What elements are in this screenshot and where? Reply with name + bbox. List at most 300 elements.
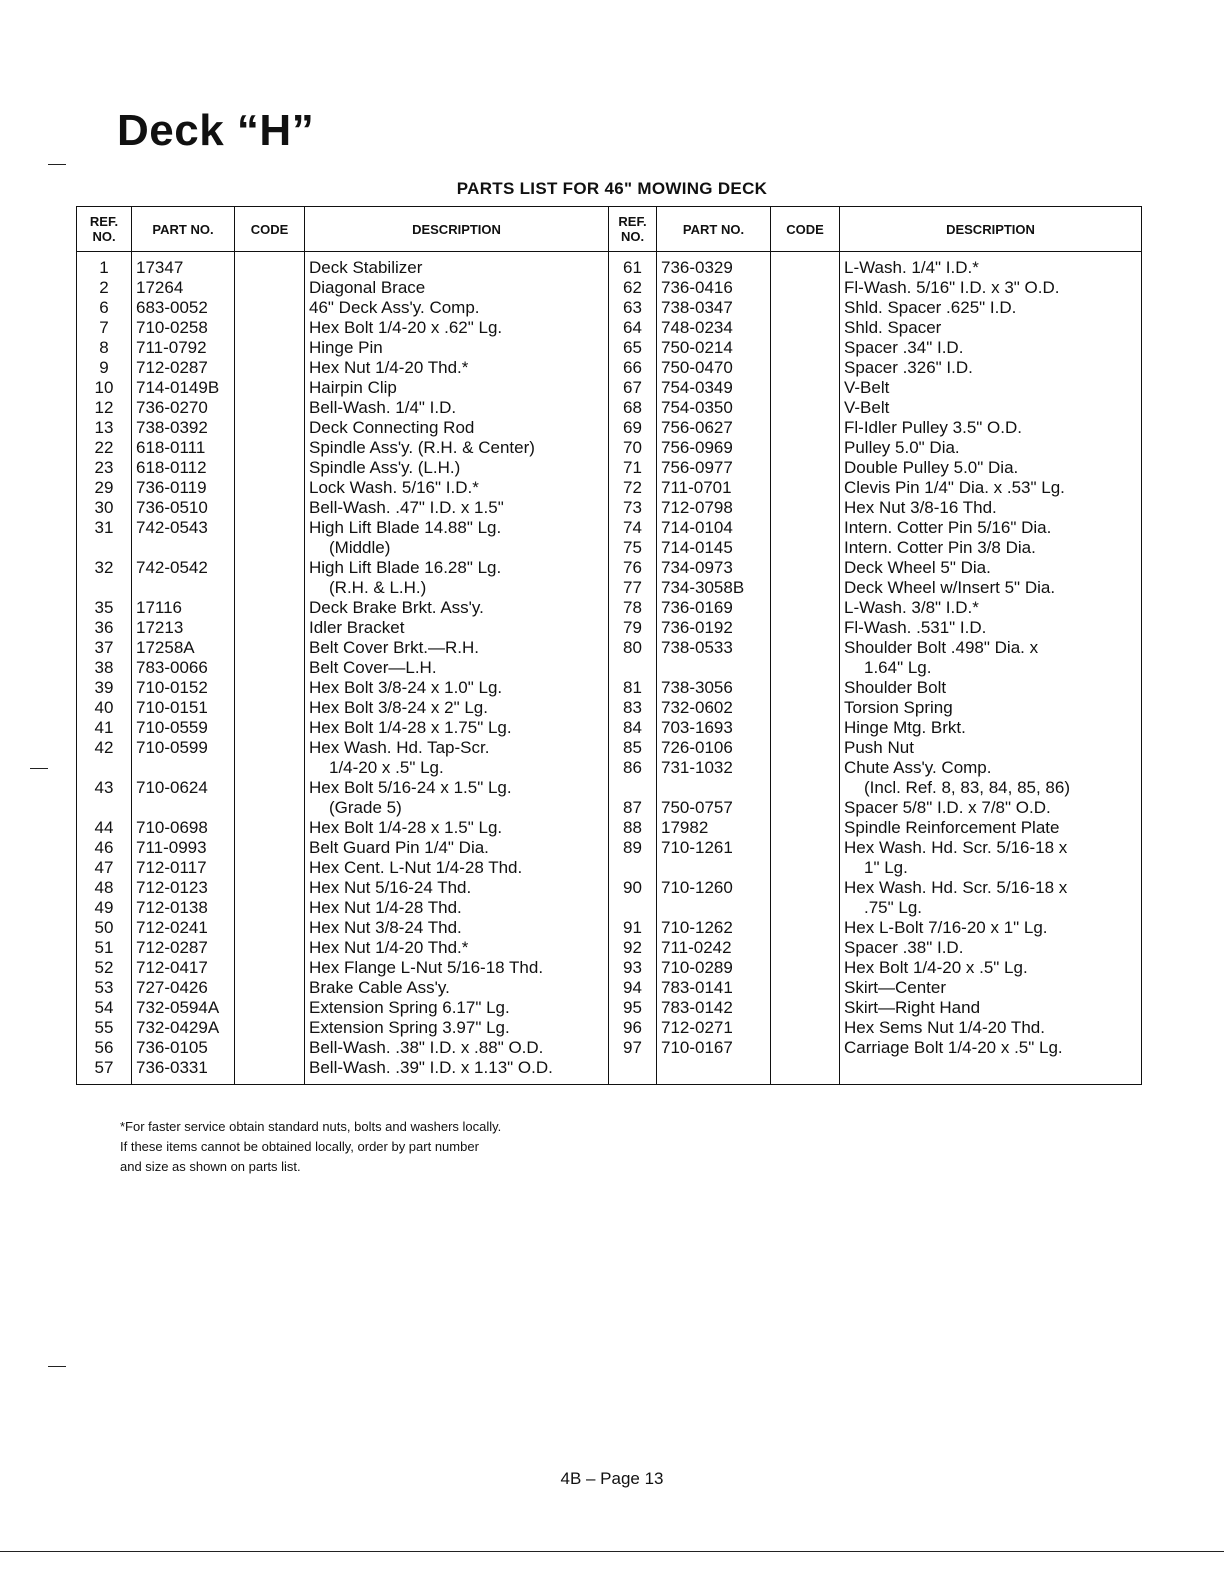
code-cell (235, 558, 305, 578)
ref-cell: 52 (77, 958, 132, 978)
part-no-cell: 712-0271 (657, 1018, 771, 1038)
code-cell (235, 338, 305, 358)
description-cell: Shoulder Bolt (844, 678, 947, 697)
description-cell (840, 1058, 1142, 1085)
part-no-cell: 742-0542 (132, 558, 235, 578)
ref-cell: 68 (609, 398, 657, 418)
description-cell: Hex Nut 1/4-28 Thd. (305, 898, 609, 918)
description-cell: Hex Wash. Hd. Tap-Scr. (305, 738, 609, 758)
table-row (77, 658, 1142, 678)
part-no-cell: 732-0602 (657, 698, 771, 718)
code-cell (235, 598, 305, 618)
page-number: 4B – Page 13 (560, 1469, 664, 1488)
code-cell (771, 878, 840, 898)
ref-cell (609, 858, 657, 878)
part-no-cell: 710-0624 (132, 778, 235, 798)
part-no-cell: 710-0599 (132, 738, 235, 758)
ref-cell: 77 (609, 578, 657, 598)
description-cell: Hex Bolt 1/4-20 x .62" Lg. (305, 318, 609, 338)
description-cell: Lock Wash. 5/16" I.D.* (305, 478, 609, 498)
part-no-cell: 738-3056 (657, 678, 771, 698)
description-cell: Hex Nut 1/4-20 Thd.* (305, 938, 609, 958)
code-cell (235, 778, 305, 798)
code-cell (235, 958, 305, 978)
table-row (77, 898, 1142, 918)
table-row (77, 338, 1142, 358)
ref-cell: 2 (77, 278, 132, 298)
table-row (77, 878, 1142, 898)
ref-cell: 72 (609, 478, 657, 498)
table-row (77, 1058, 1142, 1085)
code-cell (771, 338, 840, 358)
ref-cell: 62 (609, 278, 657, 298)
part-no-cell: 714-0149B (132, 378, 235, 398)
code-cell (235, 1018, 305, 1038)
ref-cell: 86 (609, 758, 657, 778)
footnote (120, 1117, 501, 1177)
part-no-cell: 734-3058B (657, 578, 771, 598)
code-cell (771, 252, 840, 279)
ref-cell: 79 (609, 618, 657, 638)
table-row (77, 498, 1142, 518)
description-cell: Hex Bolt 1/4-28 x 1.5" Lg. (305, 818, 609, 838)
ref-cell: 35 (77, 598, 132, 618)
part-no-cell: 710-0559 (132, 718, 235, 738)
part-no-cell (132, 538, 235, 558)
part-no-cell: 710-0289 (657, 958, 771, 978)
ref-cell: 38 (77, 658, 132, 678)
part-no-cell: 710-0698 (132, 818, 235, 838)
code-cell (235, 738, 305, 758)
ref-cell (77, 578, 132, 598)
ref-cell: 87 (609, 798, 657, 818)
code-cell (235, 938, 305, 958)
table-row (77, 938, 1142, 958)
description-cell: Diagonal Brace (305, 278, 609, 298)
ref-cell: 49 (77, 898, 132, 918)
description-cell: Bell-Wash. .38" I.D. x .88" O.D. (305, 1038, 609, 1058)
ref-cell: 70 (609, 438, 657, 458)
description-cell: Double Pulley 5.0" Dia. (844, 458, 1019, 477)
description-cell: Shld. Spacer (844, 318, 942, 337)
code-cell (771, 1018, 840, 1038)
description-cell: V-Belt (844, 398, 890, 417)
description-cell: (Middle) (305, 538, 609, 558)
code-cell (771, 958, 840, 978)
ref-cell: 75 (609, 538, 657, 558)
code-cell (235, 438, 305, 458)
table-row (77, 858, 1142, 878)
header-code: CODE (235, 207, 305, 252)
ref-cell: 71 (609, 458, 657, 478)
ref-cell: 88 (609, 818, 657, 838)
code-cell (771, 418, 840, 438)
table-row (77, 798, 1142, 818)
description-cell: Hinge Mtg. Brkt. (844, 718, 966, 737)
part-no-cell: 736-0169 (657, 598, 771, 618)
part-no-cell: 710-1260 (657, 878, 771, 898)
ref-cell: 53 (77, 978, 132, 998)
part-no-cell: 750-0757 (657, 798, 771, 818)
parts-table-body (77, 252, 1142, 1085)
table-row (77, 918, 1142, 938)
description-cell: Spacer .34" I.D. (844, 338, 964, 357)
part-no-cell: 732-0594A (132, 998, 235, 1018)
footnote-line: *For faster service obtain standard nuts, bolts and washers locally. (120, 1119, 502, 1134)
ref-cell: 43 (77, 778, 132, 798)
part-no-cell: 17213 (132, 618, 235, 638)
part-no-cell: 712-0798 (657, 498, 771, 518)
table-row (77, 978, 1142, 998)
code-cell (235, 378, 305, 398)
description-cell: Hex Nut 3/8-24 Thd. (305, 918, 609, 938)
code-cell (235, 278, 305, 298)
code-cell (235, 978, 305, 998)
ref-cell: 54 (77, 998, 132, 1018)
description-cell: Belt Cover Brkt.—R.H. (305, 638, 609, 658)
ref-cell: 9 (77, 358, 132, 378)
code-cell (235, 658, 305, 678)
code-cell (235, 858, 305, 878)
code-cell (771, 838, 840, 858)
ref-cell: 73 (609, 498, 657, 518)
table-header-row (77, 207, 1142, 252)
part-no-cell: 17982 (657, 818, 771, 838)
code-cell (771, 898, 840, 918)
table-row (77, 998, 1142, 1018)
ref-cell (609, 898, 657, 918)
table-row (77, 278, 1142, 298)
part-no-cell: 783-0066 (132, 658, 235, 678)
table-row (77, 378, 1142, 398)
table-row (77, 298, 1142, 318)
description-cell: Hex L-Bolt 7/16-20 x 1" Lg. (844, 918, 1048, 937)
ref-cell: 66 (609, 358, 657, 378)
ref-cell (77, 758, 132, 778)
code-cell (235, 398, 305, 418)
margin-mark (30, 768, 48, 769)
code-cell (771, 518, 840, 538)
ref-cell: 10 (77, 378, 132, 398)
header-part-no: PART NO. (132, 207, 235, 252)
description-cell: L-Wash. 1/4" I.D.* (844, 258, 979, 277)
ref-cell: 74 (609, 518, 657, 538)
part-no-cell: 712-0287 (132, 358, 235, 378)
part-no-cell: 618-0111 (132, 438, 235, 458)
part-no-cell: 703-1693 (657, 718, 771, 738)
part-no-cell: 736-0331 (132, 1058, 235, 1085)
footnote-line: and size as shown on parts list. (120, 1159, 301, 1174)
code-cell (235, 878, 305, 898)
ref-cell: 67 (609, 378, 657, 398)
code-cell (771, 858, 840, 878)
part-no-cell: 710-1262 (657, 918, 771, 938)
description-cell: (R.H. & L.H.) (305, 578, 609, 598)
ref-cell: 12 (77, 398, 132, 418)
code-cell (771, 438, 840, 458)
description-cell: 1" Lg. (864, 858, 908, 877)
code-cell (235, 298, 305, 318)
code-cell (235, 818, 305, 838)
ref-cell (77, 798, 132, 818)
ref-cell: 78 (609, 598, 657, 618)
description-cell: Carriage Bolt 1/4-20 x .5" Lg. (844, 1038, 1063, 1057)
code-cell (771, 918, 840, 938)
ref-cell: 92 (609, 938, 657, 958)
code-cell (771, 318, 840, 338)
code-cell (771, 398, 840, 418)
part-no-cell: 738-0392 (132, 418, 235, 438)
table-row (77, 638, 1142, 658)
table-row (77, 818, 1142, 838)
description-cell: Shld. Spacer .625" I.D. (844, 298, 1017, 317)
code-cell (771, 478, 840, 498)
description-cell: Hex Bolt 5/16-24 x 1.5" Lg. (305, 778, 609, 798)
description-cell: Belt Guard Pin 1/4" Dia. (305, 838, 609, 858)
code-cell (771, 558, 840, 578)
description-cell: Intern. Cotter Pin 3/8 Dia. (844, 538, 1036, 557)
code-cell (235, 618, 305, 638)
description-cell: V-Belt (844, 378, 890, 397)
code-cell (235, 798, 305, 818)
code-cell (771, 618, 840, 638)
description-cell: Skirt—Center (844, 978, 947, 997)
ref-cell: 65 (609, 338, 657, 358)
part-no-cell (657, 778, 771, 798)
part-no-cell: 736-0270 (132, 398, 235, 418)
description-cell: Deck Brake Brkt. Ass'y. (305, 598, 609, 618)
code-cell (771, 638, 840, 658)
ref-cell: 84 (609, 718, 657, 738)
margin-mark (48, 164, 66, 165)
description-cell: Spacer .326" I.D. (844, 358, 973, 377)
code-cell (771, 578, 840, 598)
table-row (77, 598, 1142, 618)
description-cell: Hex Nut 5/16-24 Thd. (305, 878, 609, 898)
code-cell (771, 778, 840, 798)
code-cell (235, 418, 305, 438)
description-cell: Hex Cent. L-Nut 1/4-28 Thd. (305, 858, 609, 878)
description-cell: Hex Wash. Hd. Scr. 5/16-18 x (844, 878, 1068, 897)
part-no-cell: 756-0977 (657, 458, 771, 478)
description-cell: Fl-Idler Pulley 3.5" O.D. (844, 418, 1022, 437)
ref-cell: 29 (77, 478, 132, 498)
code-cell (235, 758, 305, 778)
code-cell (771, 378, 840, 398)
parts-table (76, 206, 1142, 1085)
description-cell: Extension Spring 6.17" Lg. (305, 998, 609, 1018)
part-no-cell: 736-0119 (132, 478, 235, 498)
table-row (77, 252, 1142, 279)
header-ref-no-right: REF. NO. (609, 207, 657, 252)
part-no-cell (657, 658, 771, 678)
description-cell: Spacer 5/8" I.D. x 7/8" O.D. (844, 798, 1051, 817)
table-row (77, 958, 1142, 978)
description-cell: Pulley 5.0" Dia. (844, 438, 960, 457)
header-description: DESCRIPTION (305, 207, 609, 252)
code-cell (771, 1058, 840, 1085)
code-cell (771, 758, 840, 778)
bottom-rule (0, 1551, 1224, 1552)
code-cell (235, 478, 305, 498)
part-no-cell: 712-0241 (132, 918, 235, 938)
code-cell (771, 278, 840, 298)
ref-cell: 40 (77, 698, 132, 718)
part-no-cell: 714-0145 (657, 538, 771, 558)
table-row (77, 398, 1142, 418)
description-cell: Hex Bolt 1/4-20 x .5" Lg. (844, 958, 1028, 977)
table-row (77, 698, 1142, 718)
part-no-cell: 732-0429A (132, 1018, 235, 1038)
description-cell: Idler Bracket (305, 618, 609, 638)
ref-cell: 42 (77, 738, 132, 758)
description-cell: Spindle Ass'y. (R.H. & Center) (305, 438, 609, 458)
ref-cell: 97 (609, 1038, 657, 1058)
ref-cell: 36 (77, 618, 132, 638)
page-title: Deck “H” (117, 106, 315, 155)
header-code-right: CODE (771, 207, 840, 252)
part-no-cell: 712-0138 (132, 898, 235, 918)
footnote-line: If these items cannot be obtained locally, order by part number (120, 1139, 479, 1154)
ref-cell: 56 (77, 1038, 132, 1058)
description-cell: Hex Bolt 3/8-24 x 2" Lg. (305, 698, 609, 718)
code-cell (235, 318, 305, 338)
code-cell (771, 938, 840, 958)
description-cell: Skirt—Right Hand (844, 998, 981, 1017)
description-cell: (Incl. Ref. 8, 83, 84, 85, 86) (864, 778, 1071, 797)
code-cell (235, 498, 305, 518)
code-cell (235, 1058, 305, 1085)
description-cell: .75" Lg. (864, 898, 923, 917)
ref-cell: 7 (77, 318, 132, 338)
code-cell (771, 298, 840, 318)
part-no-cell: 618-0112 (132, 458, 235, 478)
ref-cell: 81 (609, 678, 657, 698)
part-no-cell: 783-0142 (657, 998, 771, 1018)
ref-cell: 41 (77, 718, 132, 738)
ref-cell: 30 (77, 498, 132, 518)
ref-cell: 51 (77, 938, 132, 958)
ref-cell (609, 658, 657, 678)
ref-cell: 6 (77, 298, 132, 318)
part-no-cell: 750-0214 (657, 338, 771, 358)
ref-cell: 69 (609, 418, 657, 438)
description-cell: Deck Connecting Rod (305, 418, 609, 438)
part-no-cell: 756-0969 (657, 438, 771, 458)
ref-cell: 89 (609, 838, 657, 858)
part-no-cell: 710-0152 (132, 678, 235, 698)
ref-cell: 55 (77, 1018, 132, 1038)
ref-cell: 22 (77, 438, 132, 458)
part-no-cell (132, 798, 235, 818)
part-no-cell: 742-0543 (132, 518, 235, 538)
part-no-cell: 756-0627 (657, 418, 771, 438)
part-no-cell: 736-0510 (132, 498, 235, 518)
code-cell (235, 678, 305, 698)
description-cell: 46" Deck Ass'y. Comp. (305, 298, 609, 318)
description-cell: Push Nut (844, 738, 914, 757)
table-row (77, 458, 1142, 478)
description-cell: Hex Flange L-Nut 5/16-18 Thd. (305, 958, 609, 978)
ref-cell: 31 (77, 518, 132, 538)
description-cell: Intern. Cotter Pin 5/16" Dia. (844, 518, 1052, 537)
code-cell (235, 918, 305, 938)
description-cell: Hex Sems Nut 1/4-20 Thd. (844, 1018, 1045, 1037)
description-cell: Extension Spring 3.97" Lg. (305, 1018, 609, 1038)
ref-cell: 39 (77, 678, 132, 698)
ref-cell: 64 (609, 318, 657, 338)
description-cell: Clevis Pin 1/4" Dia. x .53" Lg. (844, 478, 1065, 497)
part-no-cell: 17258A (132, 638, 235, 658)
ref-cell: 48 (77, 878, 132, 898)
ref-cell: 94 (609, 978, 657, 998)
ref-cell: 95 (609, 998, 657, 1018)
margin-mark (48, 1366, 66, 1367)
part-no-cell: 711-0993 (132, 838, 235, 858)
code-cell (771, 678, 840, 698)
description-cell: Bell-Wash. .39" I.D. x 1.13" O.D. (305, 1058, 609, 1085)
description-cell: Deck Wheel w/Insert 5" Dia. (844, 578, 1056, 597)
ref-cell: 13 (77, 418, 132, 438)
part-no-cell: 712-0123 (132, 878, 235, 898)
description-cell: 1/4-20 x .5" Lg. (305, 758, 609, 778)
code-cell (235, 698, 305, 718)
part-no-cell: 736-0192 (657, 618, 771, 638)
part-no-cell (132, 758, 235, 778)
ref-cell (609, 1058, 657, 1085)
description-cell: Hex Wash. Hd. Scr. 5/16-18 x (844, 838, 1068, 857)
ref-cell: 80 (609, 638, 657, 658)
code-cell (771, 698, 840, 718)
code-cell (771, 598, 840, 618)
code-cell (771, 498, 840, 518)
header-description-right: DESCRIPTION (840, 207, 1142, 252)
code-cell (235, 838, 305, 858)
code-cell (771, 718, 840, 738)
table-row (77, 558, 1142, 578)
table-row (77, 758, 1142, 778)
description-cell: Deck Wheel 5" Dia. (844, 558, 991, 577)
part-no-cell: 736-0329 (657, 252, 771, 279)
description-cell: Deck Stabilizer (305, 252, 609, 279)
table-row (77, 618, 1142, 638)
code-cell (771, 358, 840, 378)
description-cell: Hex Bolt 3/8-24 x 1.0" Lg. (305, 678, 609, 698)
code-cell (771, 658, 840, 678)
part-no-cell: 748-0234 (657, 318, 771, 338)
part-no-cell: 736-0416 (657, 278, 771, 298)
table-row (77, 318, 1142, 338)
code-cell (235, 538, 305, 558)
header-ref-no: REF. NO. (77, 207, 132, 252)
ref-cell: 57 (77, 1058, 132, 1085)
table-row (77, 1038, 1142, 1058)
code-cell (771, 538, 840, 558)
ref-cell: 83 (609, 698, 657, 718)
description-cell: Spindle Ass'y. (L.H.) (305, 458, 609, 478)
description-cell: Hairpin Clip (305, 378, 609, 398)
code-cell (235, 358, 305, 378)
table-row (77, 778, 1142, 798)
description-cell: 1.64" Lg. (864, 658, 932, 677)
part-no-cell: 711-0792 (132, 338, 235, 358)
description-cell: Brake Cable Ass'y. (305, 978, 609, 998)
description-cell: Shoulder Bolt .498" Dia. x (844, 638, 1039, 657)
part-no-cell: 711-0701 (657, 478, 771, 498)
ref-cell (77, 538, 132, 558)
code-cell (235, 1038, 305, 1058)
part-no-cell (657, 1058, 771, 1085)
